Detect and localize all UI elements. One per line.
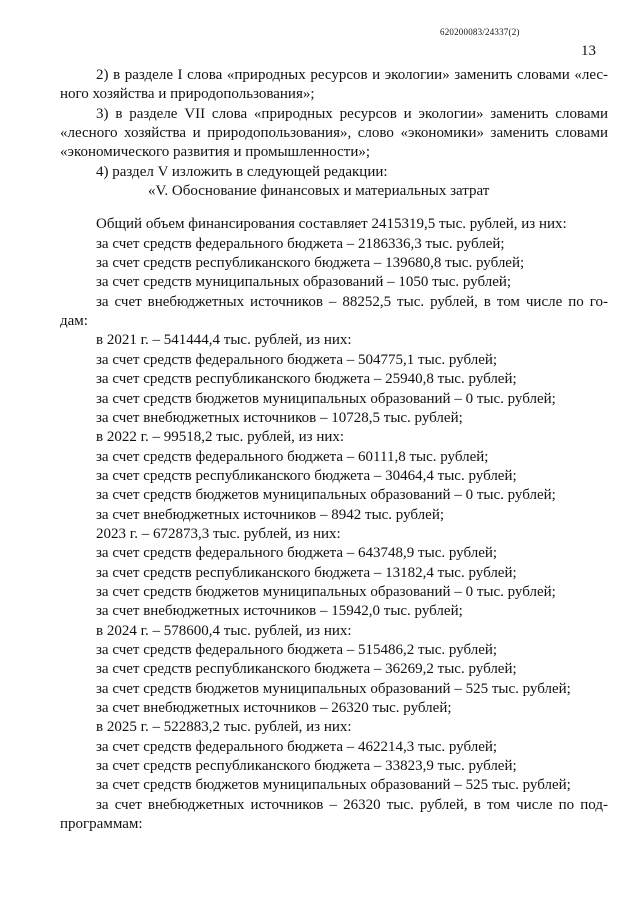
year-2022-municipal: за счет средств бюджетов муниципальных образований – 0 тыс. рублей; bbox=[96, 487, 556, 504]
year-2024-municipal: за счет средств бюджетов муниципальных образований – 525 тыс. рублей; bbox=[96, 680, 571, 697]
year-2023-header: 2023 г. – 672873,3 тыс. рублей, из них: bbox=[96, 525, 341, 542]
year-2022-federal: за счет средств федерального бюджета – 60111,8 тыс. рублей; bbox=[96, 448, 489, 465]
year-2021-federal: за счет средств федерального бюджета – 504775,1 тыс. рублей; bbox=[96, 351, 498, 368]
year-2022-header: в 2022 г. – 99518,2 тыс. рублей, из них: bbox=[96, 429, 345, 446]
year-2021-municipal: за счет средств бюджетов муниципальных образований – 0 тыс. рублей; bbox=[96, 390, 556, 407]
year-2025-extrabudgetary-line-1: за счет внебюджетных источников – 26320 тыс. рублей, в том числе по под- bbox=[96, 796, 608, 813]
financing-extrabudgetary-line-2: дам: bbox=[60, 313, 88, 330]
year-2021-republican: за счет средств республиканского бюджета – 25940,8 тыс. рублей; bbox=[96, 371, 517, 388]
year-2025-extrabudgetary-line-2: программам: bbox=[60, 816, 143, 833]
year-2025-republican: за счет средств республиканского бюджета – 33823,9 тыс. рублей; bbox=[96, 758, 517, 775]
year-2025-municipal: за счет средств бюджетов муниципальных образований – 525 тыс. рублей; bbox=[96, 777, 571, 794]
financing-republican: за счет средств республиканского бюджета – 139680,8 тыс. рублей; bbox=[96, 255, 525, 272]
page-number: 13 bbox=[581, 43, 596, 59]
amendment-item-2-line-2: ного хозяйства и природопользования»; bbox=[60, 86, 315, 103]
document-id: 620200083/24337(2) bbox=[440, 27, 520, 37]
year-2023-federal: за счет средств федерального бюджета – 643748,9 тыс. рублей; bbox=[96, 545, 498, 562]
amendment-item-3-line-1: 3) в разделе VII слова «природных ресурсов и экологии» заменить словами bbox=[96, 105, 608, 122]
year-2021-header: в 2021 г. – 541444,4 тыс. рублей, из них: bbox=[96, 332, 352, 349]
document-body bbox=[60, 66, 608, 834]
amendment-item-4: 4) раздел V изложить в следующей редакции: bbox=[96, 163, 388, 180]
year-2024-republican: за счет средств республиканского бюджета – 36269,2 тыс. рублей; bbox=[96, 661, 517, 678]
year-2024-federal: за счет средств федерального бюджета – 515486,2 тыс. рублей; bbox=[96, 641, 498, 658]
section-heading: «V. Обоснование финансовых и материальных затрат bbox=[148, 183, 490, 200]
year-2024-header: в 2024 г. – 578600,4 тыс. рублей, из них: bbox=[96, 622, 352, 639]
year-2023-extrabudgetary: за счет внебюджетных источников – 15942,0 тыс. рублей; bbox=[96, 603, 463, 620]
year-2023-municipal: за счет средств бюджетов муниципальных образований – 0 тыс. рублей; bbox=[96, 583, 556, 600]
financing-federal: за счет средств федерального бюджета – 2186336,3 тыс. рублей; bbox=[96, 235, 505, 252]
year-2025-federal: за счет средств федерального бюджета – 462214,3 тыс. рублей; bbox=[96, 738, 498, 755]
financing-municipal: за счет средств муниципальных образований – 1050 тыс. рублей; bbox=[96, 274, 512, 291]
year-2024-extrabudgetary: за счет внебюджетных источников – 26320 тыс. рублей; bbox=[96, 700, 452, 716]
year-2025-header: в 2025 г. – 522883,2 тыс. рублей, из них: bbox=[96, 719, 352, 736]
year-2023-republican: за счет средств республиканского бюджета – 13182,4 тыс. рублей; bbox=[96, 564, 517, 581]
financing-total: Общий объем финансирования составляет 2415319,5 тыс. рублей, из них: bbox=[96, 216, 567, 233]
amendment-item-3-line-3: «экономического развития и промышленности»; bbox=[60, 144, 371, 161]
year-2021-extrabudgetary: за счет внебюджетных источников – 10728,5 тыс. рублей; bbox=[96, 409, 463, 426]
year-2022-republican: за счет средств республиканского бюджета – 30464,4 тыс. рублей; bbox=[96, 467, 517, 484]
year-2022-extrabudgetary: за счет внебюджетных источников – 8942 тыс. рублей; bbox=[96, 506, 445, 523]
amendment-item-2-line-1: 2) в разделе I слова «природных ресурсов и экологии» заменить словами «лес- bbox=[96, 67, 608, 83]
financing-extrabudgetary-line-1: за счет внебюджетных источников – 88252,5 тыс. рублей, в том числе по го- bbox=[96, 293, 608, 310]
amendment-item-3-line-2: «лесного хозяйства и природопользования», слово «экономики» заменить словами bbox=[60, 125, 608, 142]
